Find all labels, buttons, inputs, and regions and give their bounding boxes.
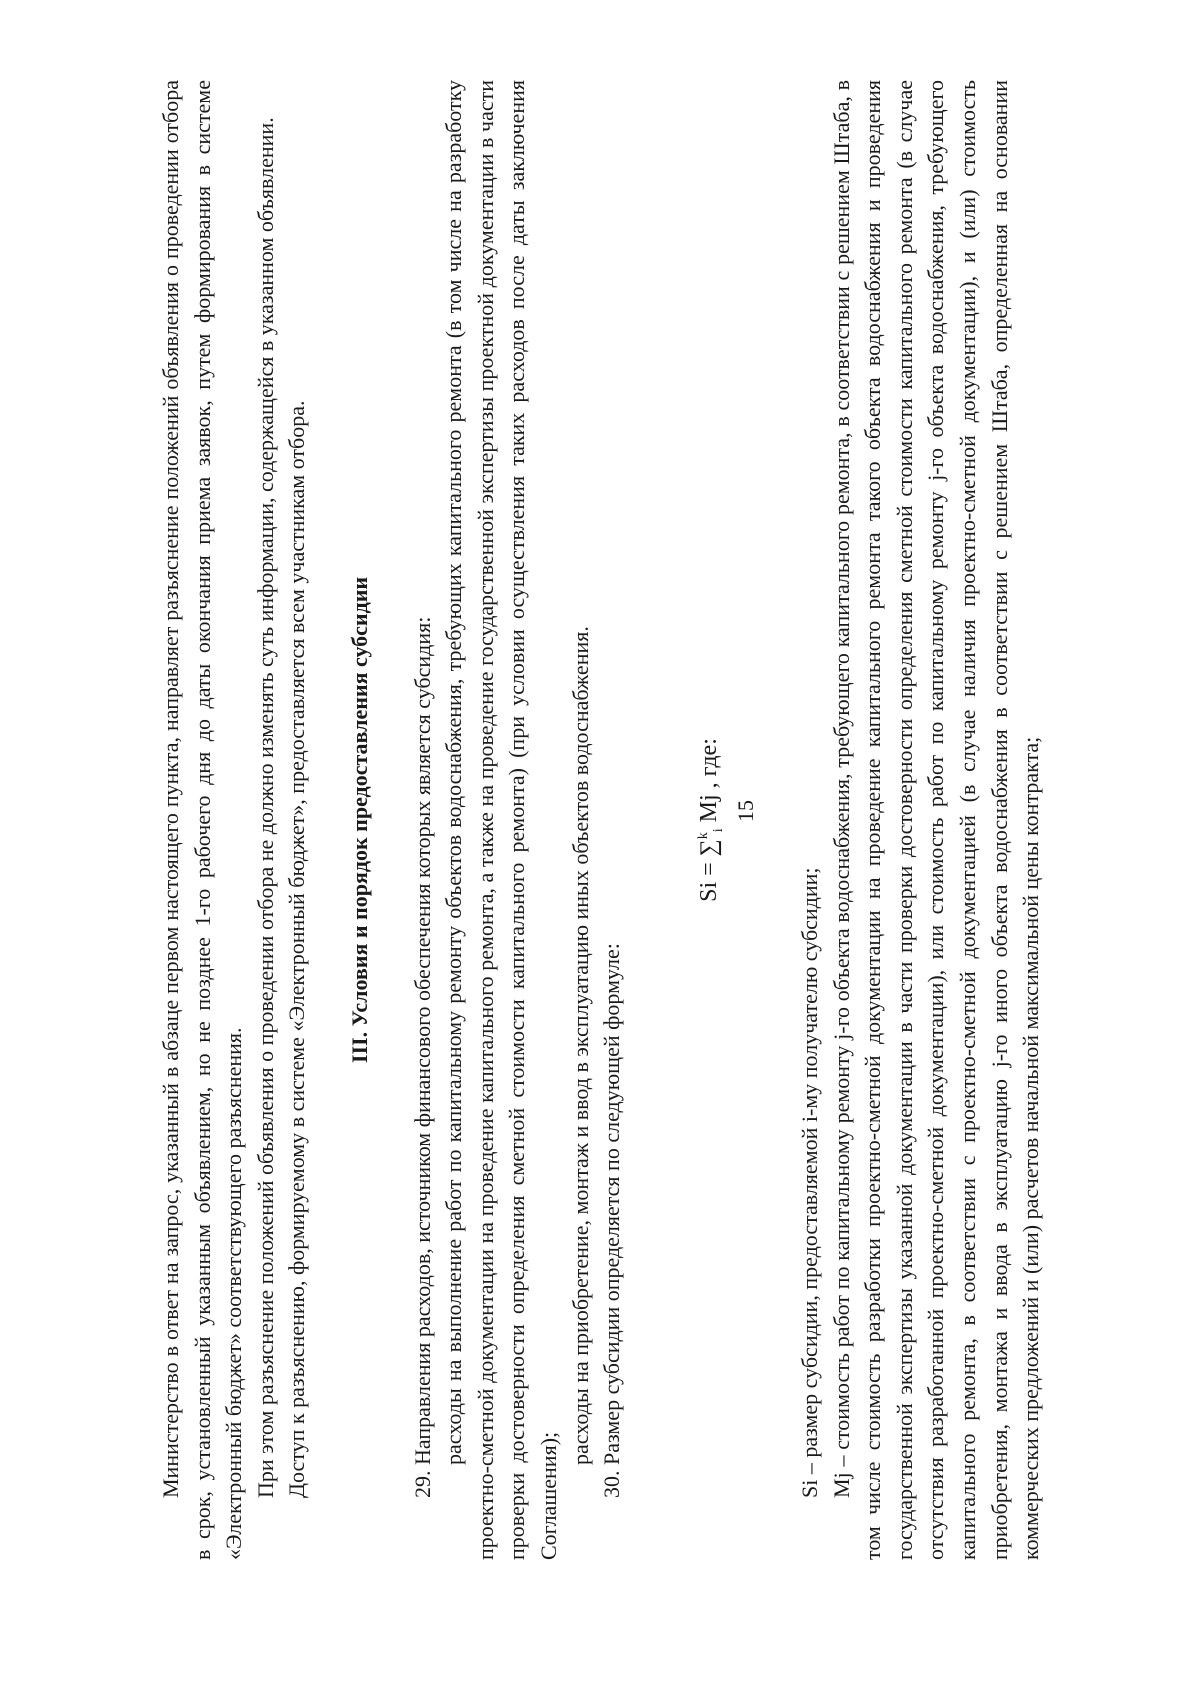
paragraph-access: Доступ к разъяснению, формируемому в системе «Электронный бюджет», предоставляется всем участникам отбора. [284, 400, 310, 1498]
paragraph-30: 30. Размер субсидии определяется по следующей формуле: [599, 943, 625, 1498]
definition-mj: Mj – стоимость работ по капитальному ремонту j-го объекта водоснабжения, требующего капитального ремонта, в соответствии с решением Штаба, в том числе стоимость разработки проектно-сметной документации на проведение капитального ремонта такого объекта водоснабжения и проведения государственной экспертизы указанной документации в части проверки достоверности определения сметной стоимости капитального ремонта (в случае отсутствия разработанной проектно-сметной документации), или стоимость работ по капитальному ремонту j-го объекта водоснабжения, требующего капитального ремонта, в соответствии с проектно-сметной документацией (в случае наличия проектно-сметной документации), и (или) стоимость приобретения, монтажа и ввода в эксплуатацию j-го иного объекта водоснабжения в соответствии с решением Штаба, определенная на основании коммерческих предложений и (или) расчетов начальной максимальной цены контракта; [828, 80, 1044, 1560]
page-number: 15 [733, 800, 758, 822]
document-body [155, 80, 1047, 1560]
formula-lhs: Si = [695, 856, 722, 902]
paragraph-29: 29. Направления расходов, источником финансового обеспечения которых является субсидия: [409, 616, 435, 1498]
subsidy-formula [688, 80, 734, 1560]
formula-suffix: , где: [695, 738, 722, 795]
formula-upper-limit: k [695, 832, 711, 840]
formula-lower-limit: i [710, 828, 726, 833]
formula-term: Mj [695, 794, 722, 829]
paragraph-acquisition: расходы на приобретение, монтаж и ввод в эксплуатацию иных объектов водоснабжения. [567, 626, 593, 1465]
paragraph-clarification: Министерство в ответ на запрос, указанный в абзаце первом настоящего пункта, направляет разъяснение положений объявления о проведении отбора в срок, установленный указанным объявлением, но не позднее 1-го рабочего дня до даты окончания приема заявок, путем формирования в системе «Электронный бюджет» соответствующего разъяснения. [158, 80, 247, 1560]
definition-si: Si – размер субсидии, предоставляемой i-му получателю субсидии; [797, 867, 823, 1498]
paragraph-clarification-limit: При этом разъяснение положений объявления о проведении отбора не должно изменять суть информации, содержащейся в указанном объявлении. [252, 117, 278, 1498]
section-heading: III. Условия и порядок предоставления субсидии [346, 576, 372, 1064]
paragraph-capital-repair: расходы на выполнение работ по капитальному ремонту объектов водоснабжения, требующих капитального ремонта (в том числе на разработку проектно-сметной документации на проведение капитального ремонта, а также на проведение государственной экспертизы проектной документации в части проверки достоверности определения сметной стоимости капитального ремонта) (при условии осуществления таких расходов после даты заключения Соглашения); [441, 80, 561, 1560]
sum-symbol: ∑ [695, 839, 722, 857]
